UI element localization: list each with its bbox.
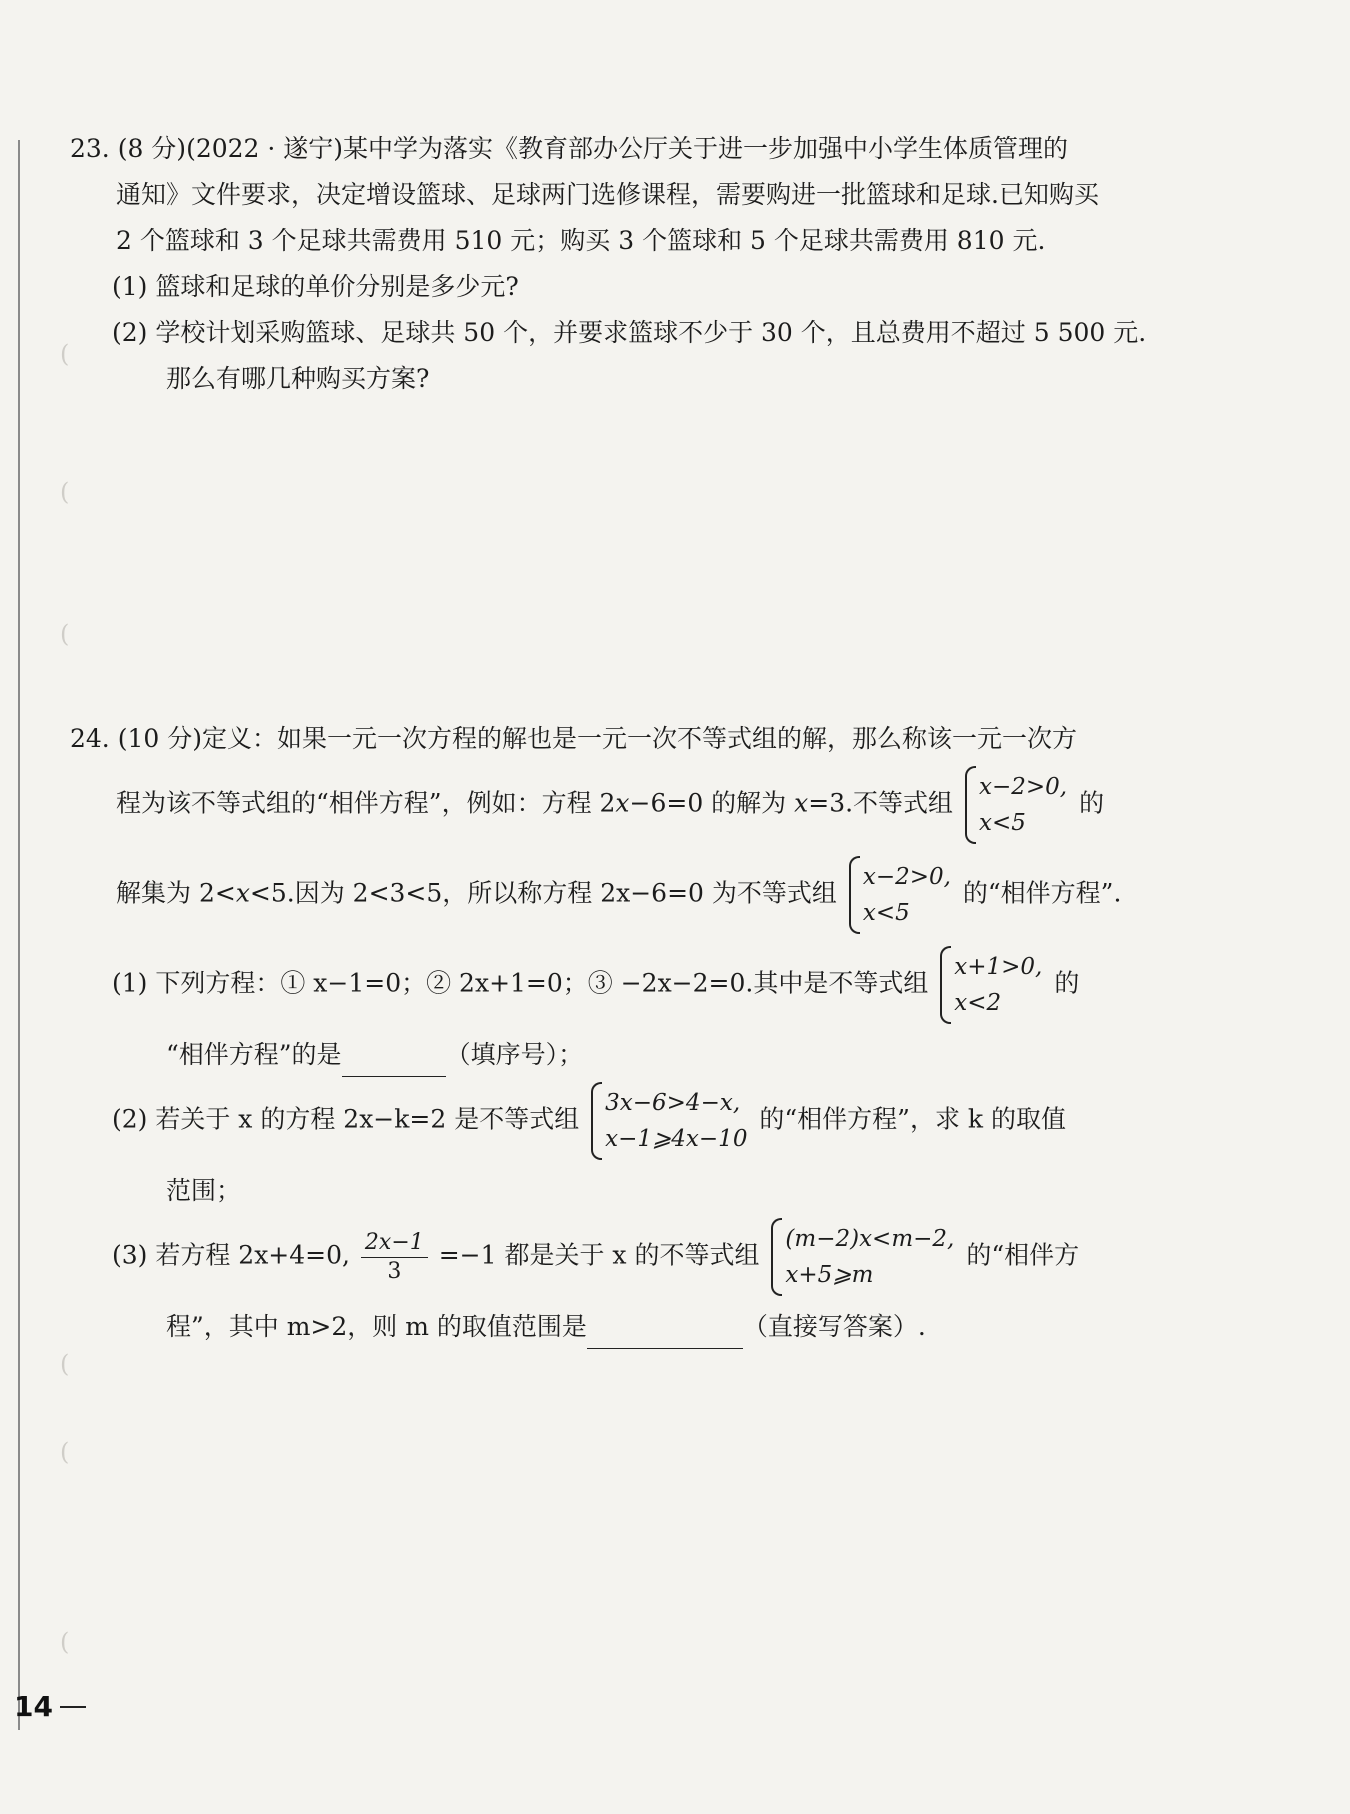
brace (591, 1082, 602, 1160)
q24-part1-text: (1) 下列方程：① x−1=0；② 2x+1=0；③ −2x−2=0.其中是不等式组 (112, 968, 929, 998)
q24-part2-text: (2) 若关于 x 的方程 2x−k=2 是不等式组 (112, 1104, 580, 1134)
q24-part1-end: 的 (1054, 968, 1080, 998)
q24-line3-text-a: 解集为 2< (116, 878, 236, 908)
q24-part1-line2-post: （填序号）； (445, 1040, 584, 1069)
margin-mark: ( (60, 620, 70, 648)
sys3-row-a: 3x−6>4−x, (605, 1090, 741, 1116)
q24-part3-mid: =−1 都是关于 x 的不等式组 (438, 1240, 760, 1270)
brace (849, 856, 860, 934)
q24-part3-line2-text: 程”，其中 m>2，则 m 的取值范围是 (166, 1312, 587, 1341)
q24-line2-text-a: 程为该不等式组的“相伴方程”，例如：方程 2 (116, 788, 616, 818)
sys4-row-a: (m−2)x<m−2, (785, 1226, 955, 1252)
q24-line2-var2: x (794, 788, 809, 818)
sys1r-row-a: x−2>0, (862, 864, 951, 890)
q24-line2-end: 的 (1079, 788, 1105, 818)
q24-part3-line2 (166, 1310, 926, 1349)
inequality-system-4 (771, 1218, 954, 1296)
q24-part2-end: 的“相伴方程”，求 k 的取值 (759, 1104, 1067, 1134)
q23-line1: 23. (8 分)(2022 · 遂宁)某中学为落实《教育部办公厅关于进一步加强中小学生体质管理的 (70, 134, 1069, 163)
q24-line2-text-b: −6=0 的解为 (629, 788, 795, 818)
q24-line1: 24. (10 分)定义：如果一元一次方程的解也是一元一次不等式组的解，那么称该一元一次方 (70, 724, 1077, 753)
binding-margin-line (18, 140, 20, 1730)
sys3-row-b: x−1⩾4x−10 (605, 1126, 748, 1152)
q24-part2 (112, 1082, 1066, 1160)
margin-mark: ( (60, 1438, 70, 1466)
q24-part3-line2-post: （直接写答案）. (742, 1312, 926, 1341)
answer-blank-2[interactable] (587, 1314, 743, 1349)
inequality-system-3 (591, 1082, 747, 1160)
answer-blank-1[interactable] (342, 1042, 446, 1077)
fraction-denominator: 3 (387, 1258, 402, 1284)
q24-part1 (112, 946, 1079, 1024)
q24-line3-text-b: <5.因为 2<3<5，所以称方程 2x−6=0 为不等式组 (249, 878, 837, 908)
inequality-system-1 (965, 766, 1067, 844)
q24-line2-var1: x (615, 788, 630, 818)
q24-line3 (116, 856, 1121, 934)
margin-mark: ( (60, 478, 70, 506)
q23-sub1: (1) 篮球和足球的单价分别是多少元? (112, 272, 519, 301)
margin-mark: ( (60, 1350, 70, 1378)
q24-line2 (116, 766, 1104, 844)
q24-part3 (112, 1218, 1079, 1296)
q23-line2: 通知》文件要求，决定增设篮球、足球两门选修课程，需要购进一批篮球和足球.已知购买 (116, 180, 1099, 209)
page-number: 14 (14, 1690, 53, 1723)
brace (940, 946, 951, 1024)
q23-sub2a: (2) 学校计划采购篮球、足球共 50 个，并要求篮球不少于 30 个，且总费用不超过 5 500 元. (112, 318, 1147, 347)
q24-line3-end: 的“相伴方程”. (962, 878, 1122, 908)
sys4-row-b: x+5⩾m (785, 1262, 874, 1288)
brace (771, 1218, 782, 1296)
fraction-numerator: 2x−1 (361, 1229, 428, 1258)
q23-sub2b: 那么有哪几种购买方案? (166, 364, 430, 393)
sys2-row-b: x<2 (954, 990, 1002, 1016)
margin-mark: ( (60, 340, 70, 368)
q24-part2-line2: 范围； (166, 1176, 242, 1205)
brace (965, 766, 976, 844)
q24-part3-end: 的“相伴方 (966, 1240, 1080, 1270)
inequality-system-2 (940, 946, 1042, 1024)
q24-line3-var: x (235, 878, 250, 908)
q24-line2-text-c: =3.不等式组 (808, 788, 954, 818)
sys1r-row-b: x<5 (862, 900, 910, 926)
margin-mark: ( (60, 1628, 70, 1656)
fraction (361, 1229, 428, 1286)
q24-part1-line2-text: “相伴方程”的是 (166, 1040, 342, 1069)
inequality-system-1-repeat (849, 856, 951, 934)
page-number-dash (60, 1706, 86, 1708)
sys2-row-a: x+1>0, (954, 954, 1043, 980)
q23-line3: 2 个篮球和 3 个足球共需费用 510 元；购买 3 个篮球和 5 个足球共需费用 810 元. (116, 226, 1046, 255)
q24-part3-text: (3) 若方程 2x+4=0, (112, 1240, 350, 1270)
sys1-row-b: x<5 (979, 810, 1026, 836)
q24-part1-line2 (166, 1038, 583, 1077)
sys1-row-a: x−2>0, (979, 774, 1068, 800)
